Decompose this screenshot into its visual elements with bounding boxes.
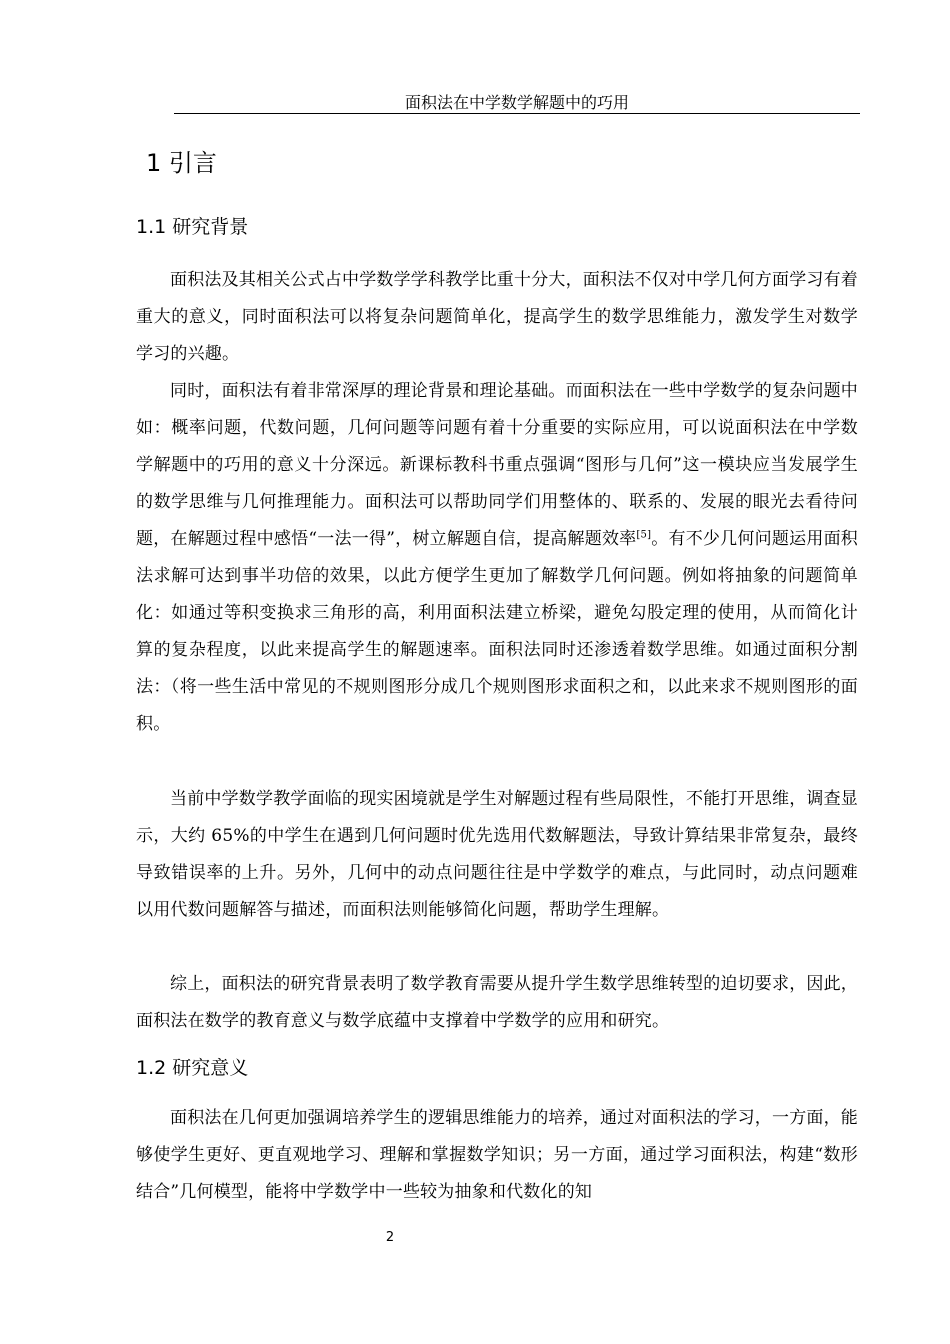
paragraph-significance-1: 面积法在几何更加强调培养学生的逻辑思维能力的培养，通过对面积法的学习，一方面，能够使学生更好、更直观地学习、理解和掌握数学知识；另一方面，通过学习面积法，构建“数形结合”几何模型，能将中学数学中一些较为抽象和代数化的知 <box>136 1108 858 1202</box>
section-heading-significance: 1.2 研究意义 <box>136 1057 249 1079</box>
paragraph-text: 同时，面积法有着非常深厚的理论背景和理论基础。而面积法在一些中学数学的复杂问题中如：概率问题，代数问题，几何问题等问题有着十分重要的实际应用，可以说面积法在中学数学解题中的巧用的意义十分深远。新课标教科书重点强调“图形与几何”这一模块应当发展学生的数学思维与几何推理能力。面积法可以帮助同学们用整体的、联系的、发展的眼光去看待问题，在解题过程中感悟“一法一得”，树立解题自信，提高解题效率 <box>136 381 858 549</box>
page-number: 2 <box>385 1230 395 1245</box>
header-rule <box>174 113 860 114</box>
paragraph-background-4: 综上，面积法的研究背景表明了数学教育需要从提升学生数学思维转型的迫切要求，因此，面积法在数学的教育意义与数学底蕴中支撑着中学数学的应用和研究。 <box>136 974 858 1031</box>
paragraph-text: 。有不少几何问题运用面积法求解可达到事半功倍的效果，以此方便学生更加了解数学几何问题。例如将抽象的问题简单化：如通过等积变换求三角形的高，利用面积法建立桥梁，避免勾股定理的使用，从而简化计算的复杂程度，以此来提高学生的解题速率。面积法同时还渗透着数学思维。如通过面积分割法：（将一些生活中常见的不规则图形分成几个规则图形求面积之和，以此来求不规则图形的面积。 <box>136 529 858 734</box>
chapter-heading: 1 引言 <box>146 149 217 177</box>
paragraph-background-1: 面积法及其相关公式占中学数学学科教学比重十分大，面积法不仅对中学几何方面学习有着重大的意义，同时面积法可以将复杂问题简单化，提高学生的数学思维能力，激发学生对数学学习的兴趣。 <box>136 270 858 364</box>
paragraph-background-2 <box>136 373 858 743</box>
running-header: 面积法在中学数学解题中的巧用 <box>404 93 629 112</box>
citation-reference: [5] <box>636 529 652 541</box>
paragraph-background-3: 当前中学数学教学面临的现实困境就是学生对解题过程有些局限性，不能打开思维，调查显示，大约 65%的中学生在遇到几何问题时优先选用代数解题法，导致计算结果非常复杂，最终导致错误率的上升。另外，几何中的动点问题往往是中学数学的难点，与此同时，动点问题难以用代数问题解答与描述，而面积法则能够简化问题，帮助学生理解。 <box>136 789 858 920</box>
section-heading-background: 1.1 研究背景 <box>136 216 249 238</box>
